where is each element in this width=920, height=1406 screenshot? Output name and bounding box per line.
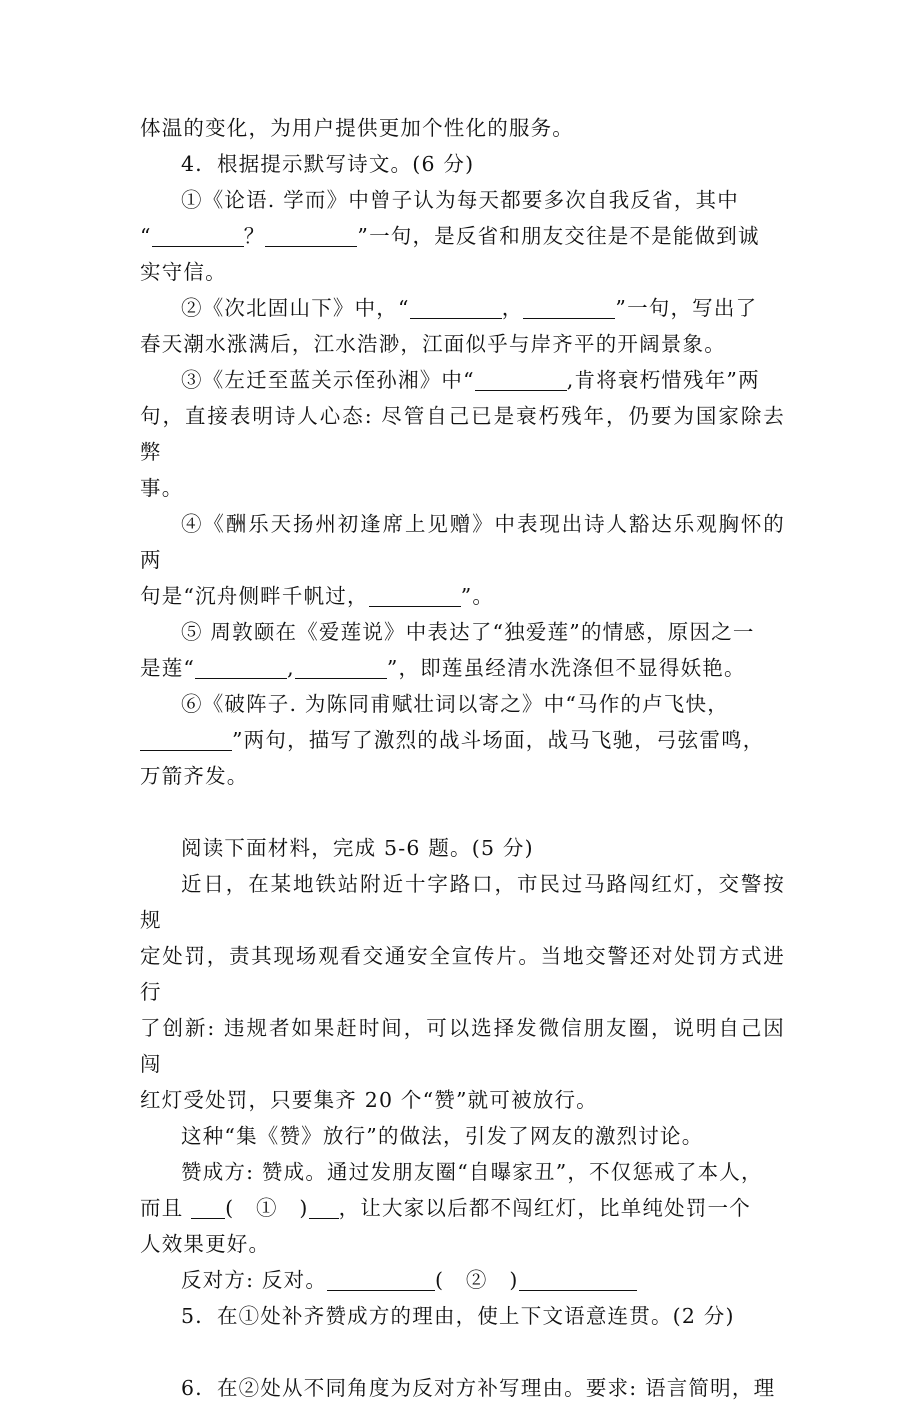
material-paragraph-2: 这种“集《赞》放行”的做法，引发了网友的激烈讨论。 bbox=[181, 1124, 704, 1148]
question-4-item-6: ⑥《破阵子. 为陈同甫赋壮词以寄之》中“马作的卢飞快， bbox=[181, 692, 729, 716]
answer-blank[interactable] bbox=[523, 294, 615, 319]
blank-marker-1: ( ① ) bbox=[225, 1196, 309, 1220]
answer-blank[interactable] bbox=[309, 1194, 339, 1219]
question-4-item-5: ⑤ 周敦颐在《爱莲说》中表达了“独爱莲”的情感，原因之一 bbox=[181, 620, 755, 644]
answer-blank[interactable] bbox=[152, 222, 244, 247]
question-4-item-2-line-2: 春天潮水涨满后，江水浩渺，江面似乎与岸齐平的开阔景象。 bbox=[140, 332, 726, 356]
question-4-item-3-line-3: 事。 bbox=[140, 476, 184, 500]
spacer bbox=[140, 1334, 785, 1370]
document-page bbox=[140, 110, 785, 1406]
blank-marker-2: ( ② ) bbox=[435, 1268, 519, 1292]
answer-blank[interactable] bbox=[369, 582, 461, 607]
pro-side-paragraph: 赞成方: 赞成。通过发朋友圈“自曝家丑”，不仅惩戒了本人， bbox=[181, 1160, 763, 1184]
question-4-item-6-line-3: 万箭齐发。 bbox=[140, 764, 249, 788]
material-paragraph-1-line-4: 红灯受处罚，只要集齐 20 个“赞”就可被放行。 bbox=[140, 1088, 598, 1112]
answer-blank[interactable] bbox=[191, 1194, 225, 1219]
question-5: 5．在①处补齐赞成方的理由，使上下文语意连贯。(2 分) bbox=[181, 1304, 735, 1328]
question-4-item-3-line-2: 句，直接表明诗人心态: 尽管自己已是衰朽残年，仍要为国家除去弊 bbox=[140, 404, 785, 464]
answer-blank[interactable] bbox=[295, 654, 387, 679]
answer-blank[interactable] bbox=[140, 726, 232, 751]
question-4-item-6-line-2: ”两句，描写了激烈的战斗场面，战马飞驰，弓弦雷鸣， bbox=[140, 722, 785, 758]
question-4-item-5-line-2: 是莲“ , ”，即莲虽经清水洗涤但不显得妖艳。 bbox=[140, 656, 746, 680]
pro-side-line-3: 人效果更好。 bbox=[140, 1232, 271, 1256]
answer-blank[interactable] bbox=[195, 654, 287, 679]
answer-blank[interactable] bbox=[475, 366, 567, 391]
question-4-item-3: ③《左迁至蓝关示侄孙湘》中“ ,肯将衰朽惜残年”两 bbox=[181, 368, 760, 392]
material-paragraph-1-line-3: 了创新: 违规者如果赶时间，可以选择发微信朋友圈，说明自己因闯 bbox=[140, 1016, 785, 1076]
question-4-title: 4．根据提示默写诗文。(6 分) bbox=[181, 152, 475, 176]
reading-title: 阅读下面材料，完成 5-6 题。(5 分) bbox=[181, 836, 534, 860]
answer-blank[interactable] bbox=[327, 1266, 435, 1291]
paragraph-intro-tail: 体温的变化，为用户提供更加个性化的服务。 bbox=[140, 116, 574, 140]
question-4-item-1: ①《论语. 学而》中曾子认为每天都要多次自我反省，其中 bbox=[181, 188, 739, 212]
con-side-paragraph: 反对方: 反对。 ( ② ) bbox=[140, 1262, 785, 1298]
pro-side-line-2: 而且 ( ① ) ，让大家以后都不闯红灯，比单纯处罚一个 bbox=[140, 1190, 785, 1226]
question-4-item-1-line-3: 实守信。 bbox=[140, 260, 227, 284]
question-4-item-2: ②《次北固山下》中，“ ， ”一句，写出了 bbox=[181, 296, 758, 320]
answer-blank[interactable] bbox=[265, 222, 357, 247]
question-4-item-1-line-2: “ ？ ”一句，是反省和朋友交往是不是能做到诚 bbox=[140, 224, 760, 248]
answer-blank[interactable] bbox=[519, 1266, 637, 1291]
question-6: 6．在②处从不同角度为反对方补写理由。要求: 语言简明，理 bbox=[181, 1376, 776, 1400]
question-4-item-4-line-2: 句是“沉舟侧畔千帆过， ”。 bbox=[140, 584, 495, 608]
spacer bbox=[140, 794, 785, 830]
material-paragraph-1: 近日，在某地铁站附近十字路口，市民过马路闯红灯，交警按规 bbox=[140, 872, 785, 932]
answer-blank[interactable] bbox=[410, 294, 502, 319]
material-paragraph-1-line-2: 定处罚，责其现场观看交通安全宣传片。当地交警还对处罚方式进行 bbox=[140, 944, 785, 1004]
question-4-item-4: ④《酬乐天扬州初逢席上见赠》中表现出诗人豁达乐观胸怀的两 bbox=[140, 512, 785, 572]
